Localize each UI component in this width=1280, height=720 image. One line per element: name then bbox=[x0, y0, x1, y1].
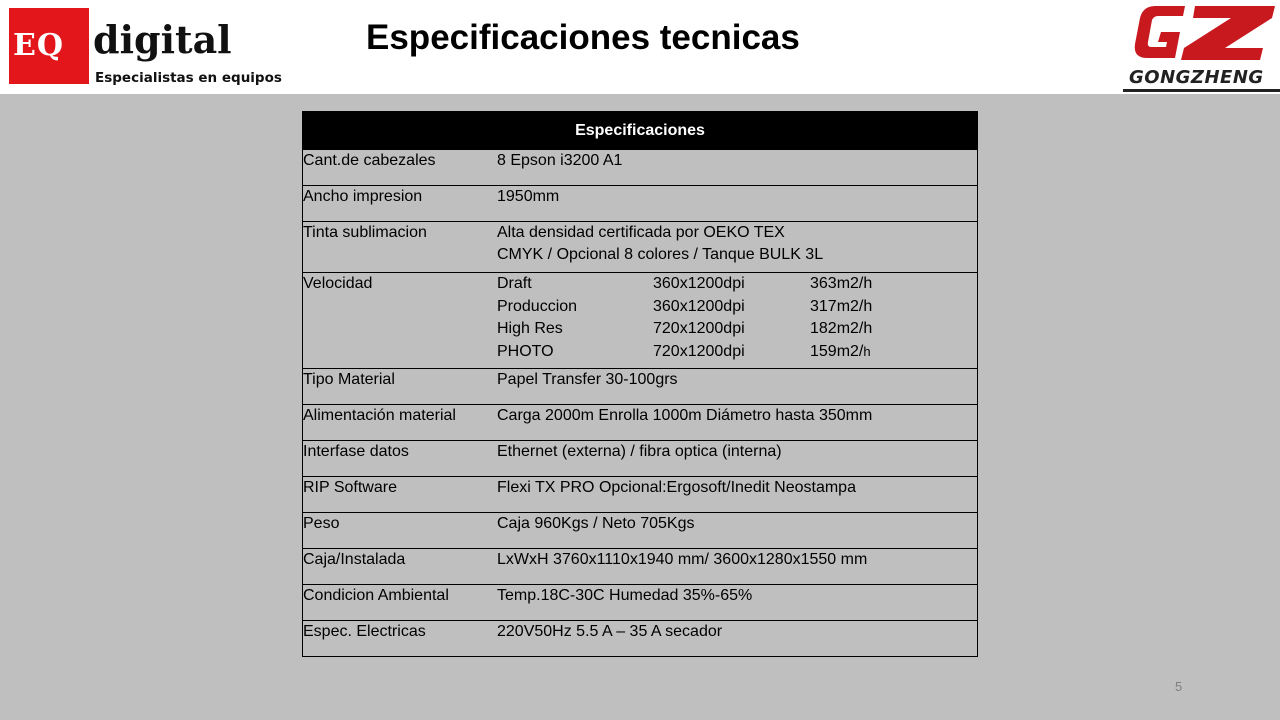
row-value-line: Alta densidad certificada por OEKO TEX bbox=[497, 224, 785, 241]
speed-value-tail: h bbox=[863, 343, 871, 359]
table-row bbox=[303, 441, 978, 477]
speed-resolution: 360x1200dpi bbox=[653, 275, 745, 292]
table-row bbox=[303, 585, 978, 621]
speed-mode: PHOTO bbox=[497, 342, 554, 360]
table-row bbox=[303, 621, 978, 657]
row-value: Caja 960Kgs / Neto 705Kgs bbox=[497, 513, 978, 549]
table-row bbox=[303, 273, 978, 369]
speed-mode: Draft bbox=[497, 275, 532, 292]
row-value: Temp.18C-30C Humedad 35%-65% bbox=[497, 585, 978, 621]
table-row bbox=[303, 513, 978, 549]
gongzheng-logo bbox=[1123, 0, 1280, 94]
speed-value bbox=[810, 341, 910, 364]
table-row bbox=[303, 405, 978, 441]
row-label: Tinta sublimacion bbox=[303, 222, 498, 273]
row-value: Carga 2000m Enrolla 1000m Diámetro hasta 350mm bbox=[497, 405, 978, 441]
eq-logo-box bbox=[9, 8, 89, 84]
row-value-line: CMYK / Opcional 8 colores / Tanque BULK 3L bbox=[497, 246, 824, 263]
speed-resolution: 720x1200dpi bbox=[653, 342, 745, 360]
specifications-table bbox=[302, 111, 978, 657]
row-label: Condicion Ambiental bbox=[303, 585, 498, 621]
row-label: RIP Software bbox=[303, 477, 498, 513]
table-row bbox=[303, 477, 978, 513]
page-number: 5 bbox=[1175, 679, 1183, 694]
table-row bbox=[303, 150, 978, 186]
eq-logo-mark: EQ bbox=[13, 28, 64, 63]
row-label: Peso bbox=[303, 513, 498, 549]
table-row bbox=[303, 369, 978, 405]
row-value: LxWxH 3760x1110x1940 mm/ 3600x1280x1550 mm bbox=[497, 549, 978, 585]
table-row bbox=[303, 549, 978, 585]
eq-logo-name: digital bbox=[93, 17, 232, 62]
gz-logo-name: GONGZHENG bbox=[1129, 67, 1264, 88]
row-value: Papel Transfer 30-100grs bbox=[497, 369, 978, 405]
slide-header bbox=[0, 0, 1280, 94]
eq-digital-logo bbox=[9, 7, 289, 89]
table-header: Especificaciones bbox=[303, 112, 978, 150]
eq-logo-tagline: Especialistas en equipos bbox=[95, 70, 282, 86]
row-label: Tipo Material bbox=[303, 369, 498, 405]
row-label: Caja/Instalada bbox=[303, 549, 498, 585]
row-value bbox=[497, 222, 978, 273]
speed-resolution: 720x1200dpi bbox=[653, 320, 745, 337]
table-row bbox=[303, 222, 978, 273]
row-label: Interfase datos bbox=[303, 441, 498, 477]
row-value: 220V50Hz 5.5 A – 35 A secador bbox=[497, 621, 978, 657]
page-title: Especificaciones tecnicas bbox=[366, 18, 800, 57]
speed-value: 363m2/h bbox=[810, 275, 873, 292]
speed-mode: High Res bbox=[497, 320, 563, 337]
table-header-row bbox=[303, 112, 978, 150]
row-value: 8 Epson i3200 A1 bbox=[497, 150, 978, 186]
speed-mode: Produccion bbox=[497, 297, 578, 315]
row-value: Ethernet (externa) / fibra optica (interna) bbox=[497, 441, 978, 477]
speed-value: 317m2/h bbox=[810, 297, 873, 315]
table-row bbox=[303, 186, 978, 222]
row-value: 1950mm bbox=[497, 186, 978, 222]
row-label: Alimentación material bbox=[303, 405, 498, 441]
row-value: Flexi TX PRO Opcional:Ergosoft/Inedit Neostampa bbox=[497, 477, 978, 513]
row-label: Ancho impresion bbox=[303, 186, 498, 222]
speed-value: 182m2/h bbox=[810, 320, 873, 337]
row-label: Velocidad bbox=[303, 273, 498, 369]
speed-resolution: 360x1200dpi bbox=[653, 297, 745, 315]
row-label: Cant.de cabezales bbox=[303, 150, 498, 186]
row-label: Espec. Electricas bbox=[303, 621, 498, 657]
gz-logo-underline bbox=[1123, 89, 1280, 92]
speed-modes bbox=[497, 273, 978, 369]
speed-value-main: 159m2/ bbox=[810, 342, 864, 360]
